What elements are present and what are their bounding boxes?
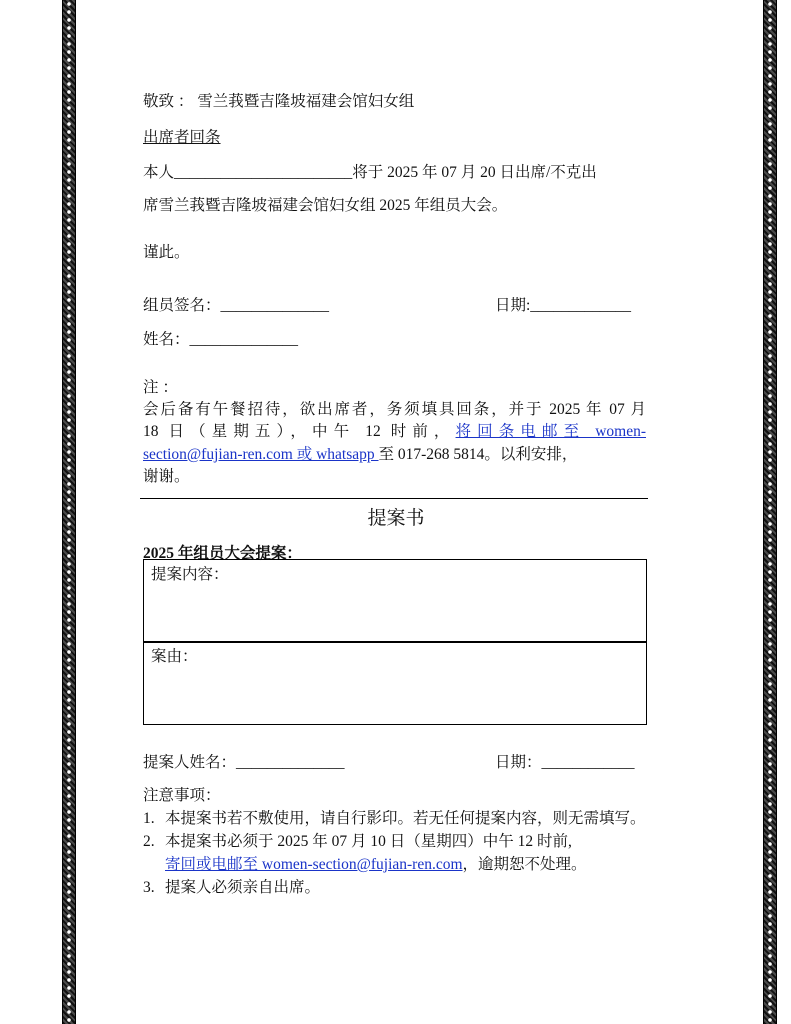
body-line-2: 席雪兰莪暨吉隆坡福建会馆妇女组 2025 年组员大会。 (143, 197, 508, 214)
proposal-content-box[interactable] (143, 559, 647, 643)
note-line-3-text: 至 017-268 5814。以利安排， (378, 446, 578, 463)
section-divider (140, 498, 648, 499)
salutation: 敬致 ： 雪兰莪暨吉隆坡福建会馆妇女组 (143, 93, 415, 110)
proposal-title: 提案书 (367, 508, 425, 529)
notice-number-2: 2. (143, 833, 155, 850)
note-line-2 (143, 419, 646, 441)
note-line-2-text: 18 日（星期五），中午 12 时前， (143, 423, 456, 440)
name-field[interactable]: 姓名：______________ (143, 331, 299, 348)
proposal-email-link[interactable]: 寄回或电邮至 women-section@fujian-ren.com (165, 856, 463, 873)
notice-text-2: 本提案书必须于 2025 年 07 月 10 日（星期四）中午 12 时前, (165, 833, 572, 850)
note-label: 注 ： (143, 379, 178, 396)
note-line-4: 谢谢。 (143, 468, 190, 485)
member-signature-field[interactable]: 组员签名：______________ (143, 297, 330, 314)
date-field[interactable]: 日期:_____________ (495, 297, 632, 314)
note-line-3 (143, 442, 577, 464)
notices-section (143, 785, 649, 899)
email-reply-link[interactable]: 将回条电邮至 women- (455, 423, 646, 440)
proposal-reason-box[interactable] (143, 641, 647, 725)
notice-text-2-tail: ，逾期恕不处理。 (462, 856, 587, 873)
proposal-date-field[interactable]: 日期：____________ (495, 754, 635, 771)
proposal-subtitle: 2025 年组员大会提案： (143, 545, 302, 562)
notice-number-1: 1. (143, 810, 155, 827)
notice-item-2 (143, 830, 649, 876)
proposal-content-label: 提案内容： (151, 566, 229, 583)
reply-slip-heading: 出席者回条 (143, 129, 221, 146)
proposal-reason-label: 案由： (151, 648, 198, 665)
decorative-border-right (763, 0, 777, 1024)
proposer-name-field[interactable]: 提案人姓名：______________ (143, 754, 345, 771)
notice-text-3: 提案人必须亲自出席。 (165, 879, 321, 896)
notices-list (143, 807, 649, 899)
decorative-border-left (62, 0, 76, 1024)
notice-item-3 (143, 876, 649, 899)
notice-item-1 (143, 807, 649, 830)
email-whatsapp-link[interactable]: section@fujian-ren.com 或 whatsapp (143, 446, 379, 463)
note-line-1: 会后备有午餐招待，欲出席者，务须填具回条，并于 2025 年 07 月 (143, 401, 646, 418)
notice-text-1: 本提案书若不敷使用，请自行影印。若无任何提案内容，则无需填写。 (165, 810, 646, 827)
notice-number-3: 3. (143, 879, 155, 896)
notices-heading: 注意事项： (143, 787, 221, 804)
body-line-1: 本人_______________________将于 2025 年 07 月 20 日出席/不克出 (143, 164, 597, 181)
closing: 谨此。 (143, 244, 190, 261)
